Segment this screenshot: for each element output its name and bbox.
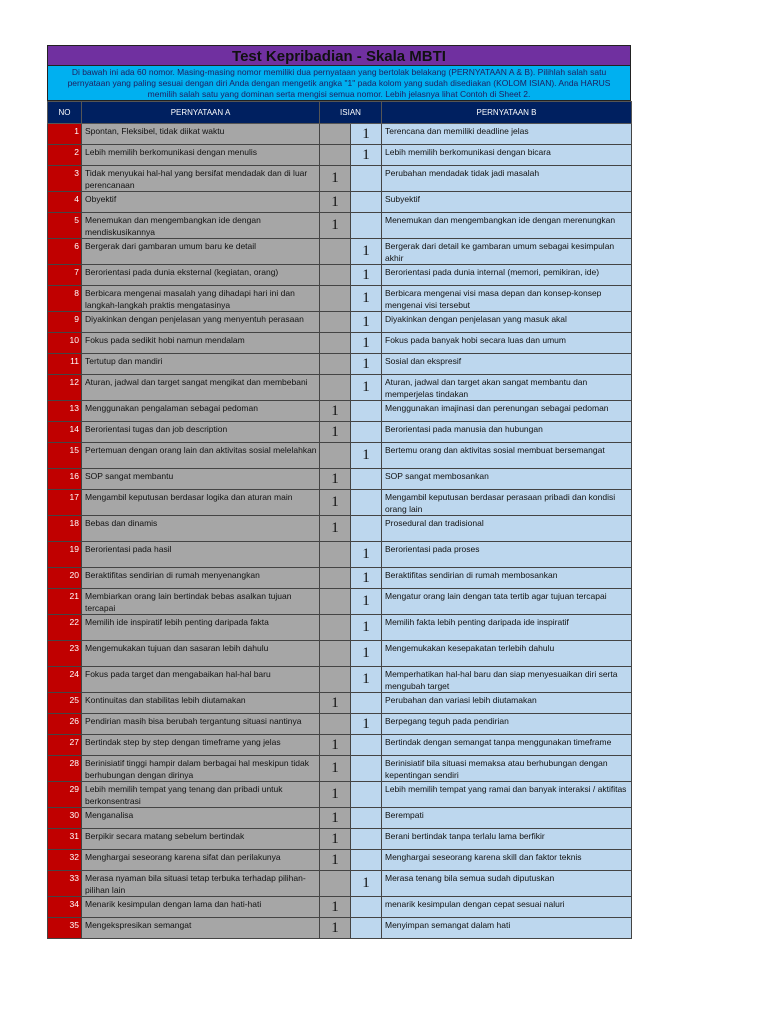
pernyataan-a-cell: Lebih memilih tempat yang tenang dan pribadi untuk berkonsentrasi bbox=[82, 782, 320, 808]
pernyataan-b-cell: Perubahan dan variasi lebih diutamakan bbox=[382, 693, 632, 714]
no-cell: 35 bbox=[48, 918, 82, 939]
no-cell: 12 bbox=[48, 375, 82, 401]
isian-a-cell[interactable] bbox=[320, 333, 351, 354]
pernyataan-a-cell: Berorientasi pada hasil bbox=[82, 542, 320, 568]
pernyataan-a-cell: Menggunakan pengalaman sebagai pedoman bbox=[82, 401, 320, 422]
isian-a-cell[interactable] bbox=[320, 145, 351, 166]
pernyataan-b-cell: Diyakinkan dengan penjelasan yang masuk akal bbox=[382, 312, 632, 333]
no-cell: 6 bbox=[48, 239, 82, 265]
pernyataan-b-cell: Bertemu orang dan aktivitas sosial membuat bersemangat bbox=[382, 443, 632, 469]
no-cell: 11 bbox=[48, 354, 82, 375]
table-row bbox=[48, 192, 632, 213]
pernyataan-a-cell: Berorientasi pada dunia eksternal (kegiatan, orang) bbox=[82, 265, 320, 286]
pernyataan-a-cell: Menghargai seseorang karena sifat dan perilakunya bbox=[82, 850, 320, 871]
isian-b-cell[interactable] bbox=[351, 422, 382, 443]
isian-b-cell[interactable]: 1 bbox=[351, 312, 382, 333]
no-cell: 5 bbox=[48, 213, 82, 239]
isian-b-cell[interactable]: 1 bbox=[351, 443, 382, 469]
pernyataan-b-cell: Mengemukakan kesepakatan terlebih dahulu bbox=[382, 641, 632, 667]
sheet-title: Test Kepribadian - Skala MBTI bbox=[47, 45, 631, 66]
no-cell: 18 bbox=[48, 516, 82, 542]
pernyataan-b-cell: Beraktifitas sendirian di rumah membosankan bbox=[382, 568, 632, 589]
table-row bbox=[48, 735, 632, 756]
pernyataan-b-cell: Perubahan mendadak tidak jadi masalah bbox=[382, 166, 632, 192]
isian-a-cell[interactable] bbox=[320, 354, 351, 375]
pernyataan-a-cell: Merasa nyaman bila situasi tetap terbuka terhadap pilihan-pilihan lain bbox=[82, 871, 320, 897]
isian-a-cell[interactable] bbox=[320, 265, 351, 286]
table-row bbox=[48, 213, 632, 239]
no-cell: 30 bbox=[48, 808, 82, 829]
isian-a-cell[interactable] bbox=[320, 589, 351, 615]
isian-a-cell[interactable]: 1 bbox=[320, 490, 351, 516]
pernyataan-a-cell: Mengekspresikan semangat bbox=[82, 918, 320, 939]
table-row bbox=[48, 756, 632, 782]
no-cell: 4 bbox=[48, 192, 82, 213]
pernyataan-b-cell: Menggunakan imajinasi dan perenungan sebagai pedoman bbox=[382, 401, 632, 422]
instructions-text: Di bawah ini ada 60 nomor. Masing-masing nomor memiliki dua pernyataan yang bertolak belakang (PERNYATAAN A & B). Pilihlah salah satu pernyataan yang paling sesuai dengan diri Anda dengan mengetik angka "1" pada kolom yang sudah disediakan (KOLOM ISIAN). Anda HARUS memilih salah satu yang dominan serta mengisi semua nomor. Lebih jelasnya lihat Contoh di Sheet 2. bbox=[47, 66, 631, 101]
pernyataan-b-cell: Berbicara mengenai visi masa depan dan konsep-konsep mengenai visi tersebut bbox=[382, 286, 632, 312]
header-isian: ISIAN bbox=[320, 102, 382, 124]
isian-b-cell[interactable]: 1 bbox=[351, 714, 382, 735]
no-cell: 24 bbox=[48, 667, 82, 693]
no-cell: 13 bbox=[48, 401, 82, 422]
header-no: NO bbox=[48, 102, 82, 124]
pernyataan-a-cell: Memilih ide inspiratif lebih penting daripada fakta bbox=[82, 615, 320, 641]
isian-a-cell[interactable]: 1 bbox=[320, 469, 351, 490]
pernyataan-b-cell: Berorientasi pada proses bbox=[382, 542, 632, 568]
table-row bbox=[48, 490, 632, 516]
pernyataan-a-cell: Fokus pada sedikit hobi namun mendalam bbox=[82, 333, 320, 354]
isian-a-cell[interactable] bbox=[320, 871, 351, 897]
no-cell: 23 bbox=[48, 641, 82, 667]
pernyataan-a-cell: Berpikir secara matang sebelum bertindak bbox=[82, 829, 320, 850]
isian-a-cell[interactable] bbox=[320, 615, 351, 641]
questions-table bbox=[47, 101, 632, 939]
pernyataan-a-cell: Mengambil keputusan berdasar logika dan aturan main bbox=[82, 490, 320, 516]
pernyataan-a-cell: Lebih memilih berkomunikasi dengan menulis bbox=[82, 145, 320, 166]
pernyataan-b-cell: Memilih fakta lebih penting daripada ide inspiratif bbox=[382, 615, 632, 641]
isian-a-cell[interactable] bbox=[320, 239, 351, 265]
pernyataan-b-cell: Sosial dan ekspresif bbox=[382, 354, 632, 375]
isian-a-cell[interactable] bbox=[320, 375, 351, 401]
isian-a-cell[interactable]: 1 bbox=[320, 850, 351, 871]
pernyataan-b-cell: Mengatur orang lain dengan tata tertib agar tujuan tercapai bbox=[382, 589, 632, 615]
no-cell: 2 bbox=[48, 145, 82, 166]
table-row bbox=[48, 312, 632, 333]
pernyataan-b-cell: Berani bertindak tanpa terlalu lama berfikir bbox=[382, 829, 632, 850]
table-row bbox=[48, 443, 632, 469]
isian-b-cell[interactable] bbox=[351, 918, 382, 939]
table-row bbox=[48, 615, 632, 641]
pernyataan-a-cell: Kontinuitas dan stabilitas lebih diutamakan bbox=[82, 693, 320, 714]
no-cell: 31 bbox=[48, 829, 82, 850]
table-row bbox=[48, 422, 632, 443]
no-cell: 10 bbox=[48, 333, 82, 354]
table-row bbox=[48, 918, 632, 939]
isian-a-cell[interactable] bbox=[320, 641, 351, 667]
isian-b-cell[interactable] bbox=[351, 897, 382, 918]
table-row bbox=[48, 829, 632, 850]
table-row bbox=[48, 808, 632, 829]
isian-a-cell[interactable]: 1 bbox=[320, 735, 351, 756]
isian-a-cell[interactable]: 1 bbox=[320, 829, 351, 850]
no-cell: 7 bbox=[48, 265, 82, 286]
pernyataan-a-cell: Beraktifitas sendirian di rumah menyenangkan bbox=[82, 568, 320, 589]
isian-b-cell[interactable]: 1 bbox=[351, 641, 382, 667]
pernyataan-b-cell: Memperhatikan hal-hal baru dan siap menyesuaikan diri serta mengubah target bbox=[382, 667, 632, 693]
isian-b-cell[interactable]: 1 bbox=[351, 145, 382, 166]
pernyataan-a-cell: Menemukan dan mengembangkan ide dengan mendiskusikannya bbox=[82, 213, 320, 239]
pernyataan-b-cell: Subyektif bbox=[382, 192, 632, 213]
pernyataan-a-cell: Diyakinkan dengan penjelasan yang menyentuh perasaan bbox=[82, 312, 320, 333]
isian-a-cell[interactable]: 1 bbox=[320, 192, 351, 213]
pernyataan-b-cell: Menyimpan semangat dalam hati bbox=[382, 918, 632, 939]
pernyataan-b-cell: SOP sangat membosankan bbox=[382, 469, 632, 490]
no-cell: 1 bbox=[48, 124, 82, 145]
pernyataan-a-cell: Berbicara mengenai masalah yang dihadapi hari ini dan langkah-langkah praktis mengatasinya bbox=[82, 286, 320, 312]
isian-a-cell[interactable]: 1 bbox=[320, 897, 351, 918]
pernyataan-b-cell: Lebih memilih tempat yang ramai dan banyak interaksi / aktifitas bbox=[382, 782, 632, 808]
isian-b-cell[interactable] bbox=[351, 735, 382, 756]
isian-b-cell[interactable] bbox=[351, 490, 382, 516]
pernyataan-b-cell: Berpegang teguh pada pendirian bbox=[382, 714, 632, 735]
table-row bbox=[48, 871, 632, 897]
no-cell: 29 bbox=[48, 782, 82, 808]
table-row bbox=[48, 401, 632, 422]
isian-b-cell[interactable]: 1 bbox=[351, 333, 382, 354]
isian-b-cell[interactable]: 1 bbox=[351, 542, 382, 568]
isian-a-cell[interactable] bbox=[320, 312, 351, 333]
pernyataan-b-cell: Fokus pada banyak hobi secara luas dan umum bbox=[382, 333, 632, 354]
header-pernyataan-b: PERNYATAAN B bbox=[382, 102, 632, 124]
table-row bbox=[48, 333, 632, 354]
no-cell: 26 bbox=[48, 714, 82, 735]
mbti-sheet bbox=[47, 45, 631, 939]
isian-b-cell[interactable]: 1 bbox=[351, 286, 382, 312]
isian-b-cell[interactable] bbox=[351, 850, 382, 871]
table-row bbox=[48, 714, 632, 735]
isian-b-cell[interactable]: 1 bbox=[351, 265, 382, 286]
no-cell: 34 bbox=[48, 897, 82, 918]
isian-a-cell[interactable] bbox=[320, 124, 351, 145]
isian-b-cell[interactable]: 1 bbox=[351, 568, 382, 589]
table-row bbox=[48, 265, 632, 286]
pernyataan-b-cell: Bertindak dengan semangat tanpa menggunakan timeframe bbox=[382, 735, 632, 756]
pernyataan-b-cell: Mengambil keputusan berdasar perasaan pribadi dan kondisi orang lain bbox=[382, 490, 632, 516]
header-row bbox=[48, 102, 632, 124]
no-cell: 28 bbox=[48, 756, 82, 782]
isian-b-cell[interactable]: 1 bbox=[351, 589, 382, 615]
isian-b-cell[interactable] bbox=[351, 808, 382, 829]
no-cell: 20 bbox=[48, 568, 82, 589]
pernyataan-b-cell: Prosedural dan tradisional bbox=[382, 516, 632, 542]
table-row bbox=[48, 375, 632, 401]
pernyataan-a-cell: Membiarkan orang lain bertindak bebas asalkan tujuan tercapai bbox=[82, 589, 320, 615]
isian-a-cell[interactable]: 1 bbox=[320, 401, 351, 422]
table-row bbox=[48, 667, 632, 693]
isian-b-cell[interactable] bbox=[351, 829, 382, 850]
isian-a-cell[interactable]: 1 bbox=[320, 782, 351, 808]
pernyataan-b-cell: Berorientasi pada manusia dan hubungan bbox=[382, 422, 632, 443]
no-cell: 32 bbox=[48, 850, 82, 871]
table-row bbox=[48, 166, 632, 192]
header-pernyataan-a: PERNYATAAN A bbox=[82, 102, 320, 124]
isian-b-cell[interactable] bbox=[351, 756, 382, 782]
table-body bbox=[48, 124, 632, 939]
pernyataan-a-cell: Spontan, Fleksibel, tidak diikat waktu bbox=[82, 124, 320, 145]
pernyataan-a-cell: Menarik kesimpulan dengan lama dan hati-hati bbox=[82, 897, 320, 918]
isian-a-cell[interactable] bbox=[320, 542, 351, 568]
isian-a-cell[interactable]: 1 bbox=[320, 918, 351, 939]
pernyataan-b-cell: Menghargai seseorang karena skill dan faktor teknis bbox=[382, 850, 632, 871]
pernyataan-a-cell: Pertemuan dengan orang lain dan aktivitas sosial melelahkan bbox=[82, 443, 320, 469]
isian-b-cell[interactable]: 1 bbox=[351, 124, 382, 145]
pernyataan-a-cell: Mengemukakan tujuan dan sasaran lebih dahulu bbox=[82, 641, 320, 667]
isian-a-cell[interactable]: 1 bbox=[320, 166, 351, 192]
isian-a-cell[interactable] bbox=[320, 568, 351, 589]
isian-b-cell[interactable] bbox=[351, 213, 382, 239]
table-row bbox=[48, 542, 632, 568]
isian-b-cell[interactable]: 1 bbox=[351, 615, 382, 641]
isian-a-cell[interactable]: 1 bbox=[320, 213, 351, 239]
no-cell: 21 bbox=[48, 589, 82, 615]
pernyataan-b-cell: Bergerak dari detail ke gambaran umum sebagai kesimpulan akhir bbox=[382, 239, 632, 265]
no-cell: 14 bbox=[48, 422, 82, 443]
isian-b-cell[interactable] bbox=[351, 516, 382, 542]
table-row bbox=[48, 641, 632, 667]
pernyataan-b-cell: Berorientasi pada dunia internal (memori, pemikiran, ide) bbox=[382, 265, 632, 286]
no-cell: 19 bbox=[48, 542, 82, 568]
pernyataan-b-cell: Aturan, jadwal dan target akan sangat membantu dan memperjelas tindakan bbox=[382, 375, 632, 401]
isian-b-cell[interactable]: 1 bbox=[351, 375, 382, 401]
isian-b-cell[interactable]: 1 bbox=[351, 871, 382, 897]
no-cell: 9 bbox=[48, 312, 82, 333]
isian-b-cell[interactable] bbox=[351, 693, 382, 714]
table-row bbox=[48, 589, 632, 615]
isian-b-cell[interactable] bbox=[351, 469, 382, 490]
isian-a-cell[interactable]: 1 bbox=[320, 516, 351, 542]
no-cell: 27 bbox=[48, 735, 82, 756]
no-cell: 25 bbox=[48, 693, 82, 714]
no-cell: 8 bbox=[48, 286, 82, 312]
table-row bbox=[48, 145, 632, 166]
no-cell: 15 bbox=[48, 443, 82, 469]
isian-a-cell[interactable]: 1 bbox=[320, 808, 351, 829]
table-row bbox=[48, 516, 632, 542]
table-row bbox=[48, 469, 632, 490]
pernyataan-b-cell: Berempati bbox=[382, 808, 632, 829]
isian-a-cell[interactable] bbox=[320, 667, 351, 693]
isian-b-cell[interactable] bbox=[351, 401, 382, 422]
pernyataan-a-cell: Aturan, jadwal dan target sangat mengikat dan membebani bbox=[82, 375, 320, 401]
pernyataan-b-cell: Terencana dan memiliki deadline jelas bbox=[382, 124, 632, 145]
pernyataan-a-cell: Fokus pada target dan mengabaikan hal-hal baru bbox=[82, 667, 320, 693]
isian-a-cell[interactable]: 1 bbox=[320, 422, 351, 443]
table-row bbox=[48, 124, 632, 145]
pernyataan-a-cell: Tidak menyukai hal-hal yang bersifat mendadak dan di luar perencanaan bbox=[82, 166, 320, 192]
no-cell: 22 bbox=[48, 615, 82, 641]
isian-b-cell[interactable]: 1 bbox=[351, 354, 382, 375]
pernyataan-a-cell: Bertindak step by step dengan timeframe yang jelas bbox=[82, 735, 320, 756]
pernyataan-b-cell: Lebih memilih berkomunikasi dengan bicara bbox=[382, 145, 632, 166]
no-cell: 16 bbox=[48, 469, 82, 490]
pernyataan-b-cell: Berinisiatif bila situasi memaksa atau berhubungan dengan kepentingan sendiri bbox=[382, 756, 632, 782]
table-row bbox=[48, 239, 632, 265]
pernyataan-a-cell: Bebas dan dinamis bbox=[82, 516, 320, 542]
isian-b-cell[interactable] bbox=[351, 782, 382, 808]
table-row bbox=[48, 693, 632, 714]
isian-a-cell[interactable] bbox=[320, 714, 351, 735]
table-row bbox=[48, 850, 632, 871]
isian-b-cell[interactable]: 1 bbox=[351, 667, 382, 693]
pernyataan-a-cell: Berorientasi tugas dan job description bbox=[82, 422, 320, 443]
table-row bbox=[48, 568, 632, 589]
pernyataan-b-cell: menarik kesimpulan dengan cepat sesuai naluri bbox=[382, 897, 632, 918]
pernyataan-b-cell: Menemukan dan mengembangkan ide dengan merenungkan bbox=[382, 213, 632, 239]
table-row bbox=[48, 782, 632, 808]
isian-b-cell[interactable] bbox=[351, 192, 382, 213]
pernyataan-a-cell: Bergerak dari gambaran umum baru ke detail bbox=[82, 239, 320, 265]
pernyataan-b-cell: Merasa tenang bila semua sudah diputuskan bbox=[382, 871, 632, 897]
table-row bbox=[48, 354, 632, 375]
pernyataan-a-cell: Menganalisa bbox=[82, 808, 320, 829]
pernyataan-a-cell: Berinisiatif tinggi hampir dalam berbagai hal meskipun tidak berhubungan dengan dirinya bbox=[82, 756, 320, 782]
isian-a-cell[interactable]: 1 bbox=[320, 756, 351, 782]
isian-b-cell[interactable] bbox=[351, 166, 382, 192]
no-cell: 33 bbox=[48, 871, 82, 897]
table-row bbox=[48, 897, 632, 918]
pernyataan-a-cell: SOP sangat membantu bbox=[82, 469, 320, 490]
isian-a-cell[interactable]: 1 bbox=[320, 693, 351, 714]
pernyataan-a-cell: Obyektif bbox=[82, 192, 320, 213]
isian-a-cell[interactable] bbox=[320, 286, 351, 312]
isian-a-cell[interactable] bbox=[320, 443, 351, 469]
pernyataan-a-cell: Tertutup dan mandiri bbox=[82, 354, 320, 375]
isian-b-cell[interactable]: 1 bbox=[351, 239, 382, 265]
no-cell: 17 bbox=[48, 490, 82, 516]
pernyataan-a-cell: Pendirian masih bisa berubah tergantung situasi nantinya bbox=[82, 714, 320, 735]
no-cell: 3 bbox=[48, 166, 82, 192]
table-row bbox=[48, 286, 632, 312]
